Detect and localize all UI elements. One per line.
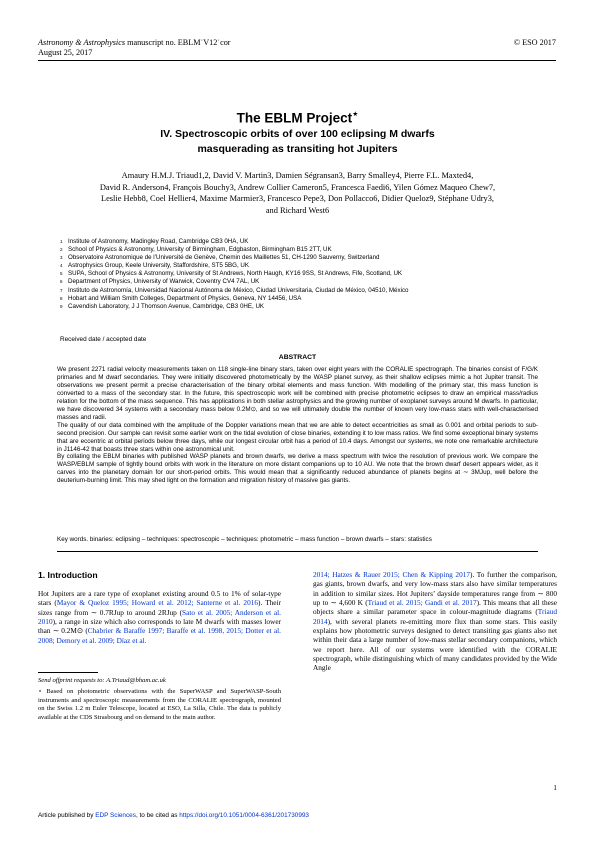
section-heading: 1. Introduction (38, 570, 98, 580)
citation-link[interactable]: 2014; Hatzes & Rauer 2015; Chen & Kipping 2017 (313, 570, 471, 579)
running-header (38, 38, 231, 48)
title-main: The EBLM Project (236, 110, 353, 126)
copyright: © ESO 2017 (513, 38, 556, 47)
citation-link[interactable]: Chabrier & Baraffe 1997; Baraffe et al. 1998, 2015; Dotter et al. 2008; Demory et al. 2009; Díaz et al. (38, 626, 281, 645)
citation-link[interactable]: Triaud 2014 (313, 607, 557, 626)
keywords: Key words. binaries: eclipsing – techniques: spectroscopic – techniques: photometric – mass function – brown dwarfs – stars: statistics (57, 536, 432, 543)
publisher-footer: Article published by EDP Sciences, to be cited as https://doi.org/10.1051/0004-6361/201730993 (38, 812, 309, 819)
affiliation: $^1$ Institute of Astronomy, Madingley Road, Cambridge CB3 0HA, UK (60, 238, 249, 245)
affiliation: $^6$ Department of Physics, University of Warwick, Coventry CV4 7AL, UK (60, 278, 260, 286)
author-line: Leslie Hebb8, Coel Hellier4, Maxime Marmier3, Francesco Pepe3, Don Pollacco6, Didier Queloz9, Stéphane Udry3, (100, 194, 495, 204)
manuscript-id: manuscript no. EBLM˙V12˙cor (125, 38, 231, 47)
abstract-heading: ABSTRACT (278, 354, 317, 361)
affiliation: $^4$ Astrophysics Group, Keele University, Staffordshire, ST5 5BG, UK (60, 262, 249, 270)
footnote-star: ⋆ Based on photometric observations with the SuperWASP and SuperWASP-South instruments and spectroscopic measurements from the CORALIE spectrograph, mounted on the Swiss 1.2 m Euler Telescope, located at ESO, La Silla, Chile. The data is publicly available at the CDS Strasbourg and on demand to the main author. (38, 688, 281, 721)
citation-link[interactable]: Triaud et al. 2015; Gandi et al. 2017 (367, 598, 477, 608)
journal-name: Astronomy & Astrophysics (38, 38, 126, 47)
intro-left-column: Hot Jupiters are a rare type of exoplanet existing around 0.5 to 1% of solar-type stars (Mayor & Queloz 1995; Howard et al. 2012; Santerne et al. 2016). Their sizes range from ∼ 0.7RJup to around 2RJup (Sato et al. 2005; Anderson et al. 2010), a range in size which also corresponds to late M dwarfs with masses lower than ∼ 0.2M⊙ (Chabrier & Baraffe 1997; Baraffe et al. 1998, 2015; Dotter et al. 2008; Demory et al. 2009; Díaz et al. (38, 589, 281, 645)
author-list (60, 170, 535, 216)
header-date: August 25, 2017 (38, 48, 93, 57)
intro-right-column: 2014; Hatzes & Rauer 2015; Chen & Kipping 2017). To further the comparison, gas giants, brown dwarfs, and very low-mass stars also have similar temperatures in addition to similar sizes. Hot Jupiters’ dayside temperatures range from ∼ 800 up to ∼ 4,600 K (Triaud et al. 2015; Gandi et al. 2017). This means that all these objects share a similar parameter space in colour-magnitude diagrams (Triaud 2014), with several planets re-emitting more flux than some stars. This easily explains how photometric surveys designed to detect transiting gas giants also net within their data a large number of low-mass stellar secondary companions, which we report here. All of our systems were identified with the CORALIE spectrograph, while distinguishing which of many candidates provided by the Wide Angle (313, 570, 557, 673)
abstract-paragraph: The quality of our data combined with the amplitude of the Doppler variations mean that we are able to detect eccentricities as small as 0.001 and orbital periods to sub-second precision. Our sample can revisit some earlier work on the tidal evolution of close binaries, extending it to low mass ratios. We find some exceptional binary systems that are eccentric at orbital periods below three days, while our longest circular orbit has a period of 10.4 days. Amongst our systems, we note one remarkable architecture in J1146-42 that boasts three stars within one astronomical unit. (57, 421, 538, 453)
affiliation: $^2$ School of Physics & Astronomy, University of Birmingham, Edgbaston, Birmingham B15 2TT, UK (60, 246, 332, 254)
citation-link[interactable]: Sato et al. 2005; Anderson et al. 2010 (38, 607, 281, 627)
affiliation: $^5$ SUPA, School of Physics & Astronomy, University of St Andrews, North Haugh, KY16 9SS, St Andrews, Fife, Scotland, UK (60, 270, 403, 278)
affiliation-list (60, 238, 530, 311)
author-line: David R. Anderson4, François Bouchy3, Andrew Collier Cameron5, Francesca Faedi6, Yilen Gómez Maqueo Chew7, (99, 182, 496, 192)
affiliation: $^9$ Cavendish Laboratory, J J Thomson Avenue, Cambridge, CB3 0HE, UK (60, 302, 265, 310)
abstract-paragraph: We present 2271 radial velocity measurements taken on 118 single-line binary stars, taken over eight years with the CORALIE spectrograph. The binaries consist of F/G/K primaries and M dwarf secondaries. They were initially discovered photometrically by the WASP planet survey, as their shallow eclipses mimic a hot Jupiter transit. The observations we present permit a precise characterisation of the binary orbital elements and mass function. With modelling of the primary star, this mass function is converted to a mass of the secondary star. In the future, this spectroscopic work will be combined with precise photometric eclipses to draw an empirical mass/radius relation for the bottom of the mass sequence. This has applications in both stellar astrophysics and the growing number of exoplanet surveys around M dwarfs. In particular, we have discovered 34 systems with a secondary mass below 0.2M⊙, and so we will ultimately double the number of known very low-mass stars with well-characterised masses and radii. (57, 366, 538, 421)
received-date: Received date / accepted date (60, 336, 147, 343)
abstract-body (57, 366, 538, 485)
footnote-offprint: Send offprint requests to: A.Triaud@bham.ac.uk (38, 677, 166, 684)
paper-title (0, 109, 595, 126)
page-number: 1 (553, 783, 557, 792)
citation-link[interactable]: Mayor & Queloz 1995; Howard et al. 2012; Santerne et al. 2016 (56, 598, 259, 608)
title-star: ⋆ (352, 109, 359, 120)
affiliation: $^7$ Instituto de Astronomía, Universidad Nacional Autónoma de México, Ciudad Universitaria, Ciudad de México, 04510, México (60, 286, 409, 294)
publisher-link[interactable]: EDP Sciences (95, 812, 136, 819)
subtitle-line1: IV. Spectroscopic orbits of over 100 eclipsing M dwarfs (160, 128, 435, 140)
header-rule (38, 60, 556, 61)
abstract-rule (57, 551, 538, 552)
author-line: Amaury H.M.J. Triaud1,2, David V. Martin3, Damien Ségransan3, Barry Smalley4, Pierre F.L. Maxted4, (121, 171, 474, 180)
affiliation: $^3$ Observatoire Astronomique de l’Université de Genève, Chemin des Maillettes 51, CH-1290 Sauverny, Switzerland (60, 254, 380, 262)
doi-link[interactable]: https://doi.org/10.1051/0004-6361/201730993 (179, 812, 309, 819)
footnote-rule (38, 672, 98, 673)
subtitle-line2: masquerading as transiting hot Jupiters (197, 143, 398, 155)
author-line: and Richard West6 (265, 205, 330, 215)
affiliation: $^8$ Hobart and William Smith Colleges, Department of Physics, Geneva, NY 14456, USA (60, 294, 302, 302)
abstract-paragraph: By collating the EBLM binaries with published WASP planets and brown dwarfs, we derive a mass spectrum with twice the resolution of previous work. We compare the WASP/EBLM sample of tightly bound orbits with work in the literature on more distant companions up to 10 AU. We note that the brown dwarf desert appears wider, as it carves into the planetary domain for our short-period orbits. This would mean that a significantly reduced abundance of planets begins at ∼ 3MJup, well before the deuterium-burning limit. This may shed light on the formation and migration history of massive gas giants. (57, 453, 538, 485)
